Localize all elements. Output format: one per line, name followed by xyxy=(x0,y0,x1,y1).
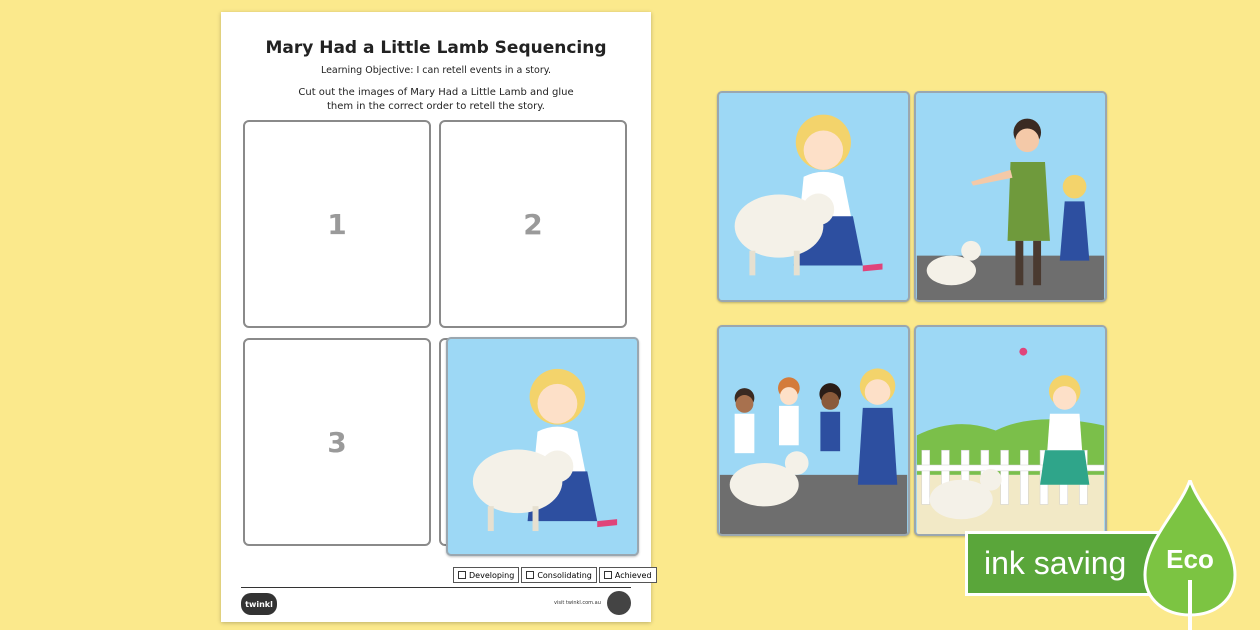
girl-hugging-lamb-illustration xyxy=(448,339,637,554)
worksheet-page xyxy=(221,12,651,622)
instruction-line-1: Cut out the images of Mary Had a Little Lamb and glue xyxy=(298,87,574,98)
assessment-developing[interactable] xyxy=(453,567,519,583)
assessment-label: Achieved xyxy=(614,570,652,580)
box-number: 1 xyxy=(327,207,347,241)
box-number: 3 xyxy=(327,425,347,459)
card-teacher-pointing xyxy=(914,91,1107,302)
glued-card-girl-hugging-lamb xyxy=(446,337,639,556)
card-girl-hugging-lamb xyxy=(717,91,910,302)
teacher-and-lamb-illustration xyxy=(916,93,1105,300)
instructions xyxy=(221,86,651,114)
children-and-lamb-illustration xyxy=(719,327,908,534)
checkbox-icon xyxy=(526,571,534,579)
assessment-achieved[interactable] xyxy=(599,567,657,583)
sequence-box-3 xyxy=(243,338,431,546)
assessment-row xyxy=(453,567,657,583)
twinkl-logo: twinkl xyxy=(241,593,277,615)
badge-icon xyxy=(607,591,631,615)
learning-objective: Learning Objective: I can retell events in a story. xyxy=(320,65,552,76)
box-number: 2 xyxy=(523,207,543,241)
checkbox-icon xyxy=(458,571,466,579)
girl-hugging-lamb-illustration xyxy=(719,93,908,300)
sequence-box-1 xyxy=(243,120,431,328)
eco-badge-label: Eco xyxy=(1166,544,1214,574)
assessment-consolidating[interactable] xyxy=(521,567,597,583)
sequence-box-2 xyxy=(439,120,627,328)
card-children-and-lamb xyxy=(717,325,910,536)
instruction-line-2: them in the correct order to retell the story. xyxy=(327,101,545,112)
assessment-label: Consolidating xyxy=(537,570,592,580)
footer-url: visit twinkl.com.au xyxy=(554,600,601,606)
footer-divider xyxy=(241,587,631,588)
card-girl-by-fence xyxy=(914,325,1107,536)
ink-saving-label: ink saving xyxy=(984,545,1127,581)
checkbox-icon xyxy=(604,571,612,579)
assessment-label: Developing xyxy=(469,570,515,580)
worksheet-title: Mary Had a Little Lamb Sequencing xyxy=(265,38,607,58)
girl-and-lamb-fence-illustration xyxy=(916,327,1105,534)
